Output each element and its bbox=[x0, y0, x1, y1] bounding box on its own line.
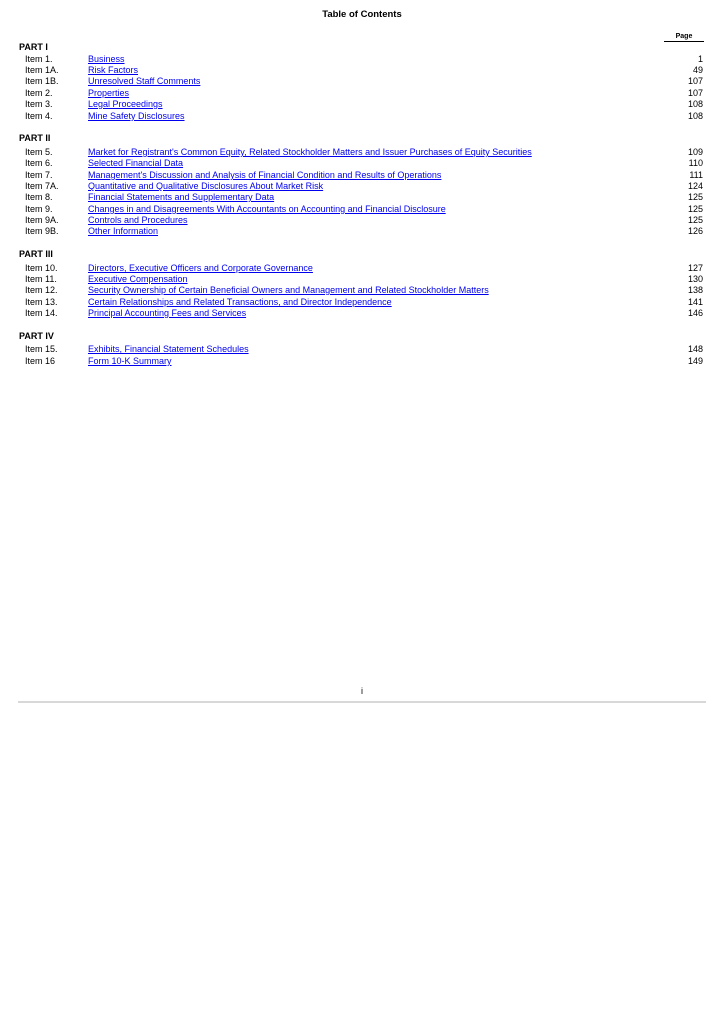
item-link[interactable]: Security Ownership of Certain Beneficial Owners and Management and Related Stockholder Matters bbox=[88, 285, 489, 295]
item-number: Item 13. bbox=[25, 297, 58, 307]
item-page: 108 bbox=[687, 111, 703, 121]
toc-row bbox=[0, 215, 724, 226]
item-link[interactable]: Properties bbox=[88, 88, 130, 98]
item-page: 125 bbox=[687, 215, 703, 225]
item-page: 141 bbox=[687, 297, 703, 307]
item-link[interactable]: Market for Registrant's Common Equity, Related Stockholder Matters and Issuer Purchases of Equity Securities bbox=[88, 147, 532, 157]
item-link[interactable]: Business bbox=[88, 54, 125, 64]
item-page: 127 bbox=[687, 263, 703, 273]
toc-row bbox=[0, 297, 724, 308]
toc-row bbox=[0, 88, 724, 99]
part-heading: PART III bbox=[19, 249, 53, 259]
part-heading: PART I bbox=[19, 42, 48, 52]
toc-row bbox=[0, 192, 724, 203]
item-page: 108 bbox=[687, 99, 703, 109]
toc-row bbox=[0, 344, 724, 355]
item-number: Item 7. bbox=[25, 170, 53, 180]
item-number: Item 9A. bbox=[25, 215, 59, 225]
item-link[interactable]: Exhibits, Financial Statement Schedules bbox=[88, 344, 249, 354]
item-page: 126 bbox=[687, 226, 703, 236]
item-page: 110 bbox=[688, 158, 703, 168]
item-link[interactable]: Form 10-K Summary bbox=[88, 356, 172, 366]
item-number: Item 3. bbox=[25, 99, 53, 109]
toc-row bbox=[0, 99, 724, 110]
item-number: Item 15. bbox=[25, 344, 58, 354]
item-link[interactable]: Other Information bbox=[88, 226, 159, 236]
item-link[interactable]: Executive Compensation bbox=[88, 274, 188, 284]
item-page: 148 bbox=[687, 344, 703, 354]
item-link[interactable]: Controls and Procedures bbox=[88, 215, 188, 225]
item-number: Item 1. bbox=[25, 54, 53, 64]
item-number: Item 8. bbox=[25, 192, 53, 202]
item-page: 107 bbox=[687, 76, 703, 86]
item-page: 125 bbox=[687, 204, 703, 214]
toc-row bbox=[0, 76, 724, 87]
item-link[interactable]: Unresolved Staff Comments bbox=[88, 76, 201, 86]
item-number: Item 4. bbox=[25, 111, 53, 121]
item-page: 49 bbox=[692, 65, 703, 75]
item-link[interactable]: Selected Financial Data bbox=[88, 158, 184, 168]
item-number: Item 1A. bbox=[25, 65, 59, 75]
item-number: Item 14. bbox=[25, 308, 58, 318]
toc-row bbox=[0, 274, 724, 285]
item-link[interactable]: Mine Safety Disclosures bbox=[88, 111, 185, 121]
toc-row bbox=[0, 285, 724, 296]
item-link[interactable]: Principal Accounting Fees and Services bbox=[88, 308, 247, 318]
item-link[interactable]: Risk Factors bbox=[88, 65, 139, 75]
item-link[interactable]: Legal Proceedings bbox=[88, 99, 163, 109]
toc-row bbox=[0, 263, 724, 274]
item-page: 130 bbox=[687, 274, 703, 284]
item-page: 109 bbox=[687, 147, 703, 157]
item-link[interactable]: Changes in and Disagreements With Accountants on Accounting and Financial Disclosure bbox=[88, 204, 446, 214]
item-page: 107 bbox=[687, 88, 703, 98]
part-heading: PART IV bbox=[19, 331, 54, 341]
page-title: Table of Contents bbox=[322, 9, 402, 20]
toc-row bbox=[0, 147, 724, 158]
toc-row bbox=[0, 111, 724, 122]
item-link[interactable]: Management's Discussion and Analysis of Financial Condition and Results of Operations bbox=[88, 170, 442, 180]
item-number: Item 10. bbox=[25, 263, 58, 273]
item-number: Item 16 bbox=[25, 356, 56, 366]
toc-row bbox=[0, 308, 724, 319]
item-number: Item 2. bbox=[25, 88, 53, 98]
item-number: Item 1B. bbox=[25, 76, 59, 86]
toc-row bbox=[0, 356, 724, 367]
toc-row bbox=[0, 65, 724, 76]
item-number: Item 5. bbox=[25, 147, 53, 157]
page-column-header: Page bbox=[664, 33, 704, 42]
item-number: Item 11. bbox=[25, 274, 57, 284]
item-link[interactable]: Certain Relationships and Related Transactions, and Director Independence bbox=[88, 297, 392, 307]
item-link[interactable]: Directors, Executive Officers and Corporate Governance bbox=[88, 263, 313, 273]
toc-row bbox=[0, 54, 724, 65]
item-page: 138 bbox=[687, 285, 703, 295]
item-page: 1 bbox=[697, 54, 703, 64]
item-link[interactable]: Quantitative and Qualitative Disclosures About Market Risk bbox=[88, 181, 324, 191]
item-page: 149 bbox=[687, 356, 703, 366]
item-link[interactable]: Financial Statements and Supplementary Data bbox=[88, 192, 275, 202]
toc-row bbox=[0, 204, 724, 215]
item-page: 125 bbox=[687, 192, 703, 202]
item-page: 146 bbox=[687, 308, 703, 318]
item-number: Item 6. bbox=[25, 158, 53, 168]
toc-row bbox=[0, 158, 724, 169]
footer-page-number: i bbox=[361, 686, 363, 696]
page-divider bbox=[18, 701, 706, 703]
toc-row bbox=[0, 181, 724, 192]
item-page: 124 bbox=[687, 181, 703, 191]
item-number: Item 7A. bbox=[25, 181, 59, 191]
toc-row bbox=[0, 170, 724, 181]
item-page: 111 bbox=[689, 170, 703, 180]
part-heading: PART II bbox=[19, 133, 51, 143]
item-number: Item 9. bbox=[25, 204, 53, 214]
toc-row bbox=[0, 226, 724, 237]
item-number: Item 12. bbox=[25, 285, 58, 295]
item-number: Item 9B. bbox=[25, 226, 59, 236]
